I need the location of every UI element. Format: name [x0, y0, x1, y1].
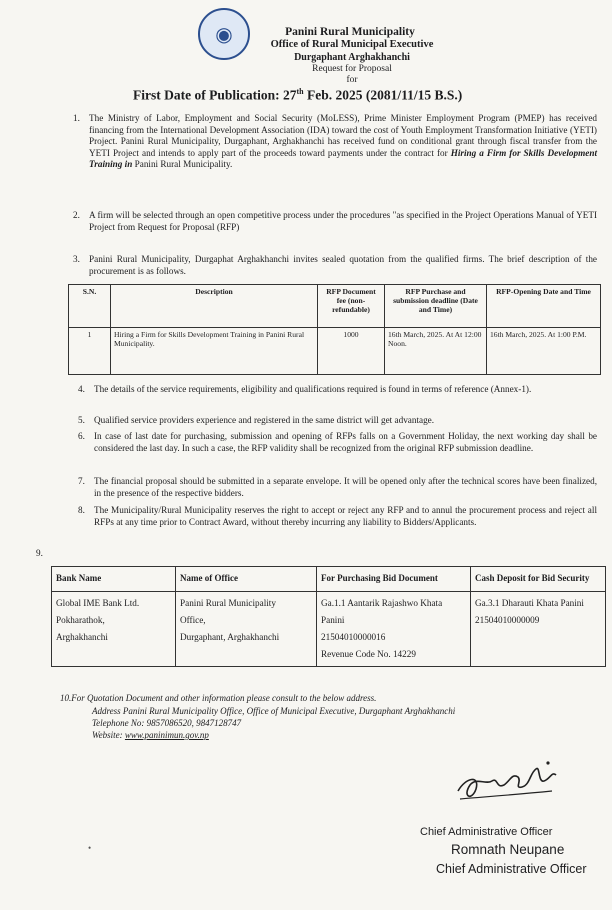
- contact-address: Address Panini Rural Municipality Office, Office of Municipal Executive, Durgaphant Arghakhanchi: [92, 706, 456, 716]
- table-cell-sn: 1: [69, 328, 111, 375]
- table-cell-deadline: 16th March, 2025. At At 12:00 Noon.: [385, 328, 487, 375]
- signatory-title: Chief Administrative Officer: [420, 826, 553, 838]
- purchase-line: Revenue Code No. 14229: [321, 649, 416, 659]
- header-municipality-name: Panini Rural Municipality: [285, 26, 415, 38]
- table-header: RFP Purchase and submission deadline (Date and Time): [385, 285, 487, 328]
- purchase-line: Panini: [321, 615, 345, 625]
- table-header: RFP-Opening Date and Time: [487, 285, 601, 328]
- item-4-text: The details of the service requirements, eligibility and qualifications required is found in terms of reference (Annex-1).: [94, 384, 532, 394]
- header-request-for-proposal: Request for Proposal: [312, 64, 392, 74]
- signatory-designation: Chief Administrative Officer: [436, 862, 587, 876]
- bank-line: Global IME Bank Ltd.: [56, 598, 140, 608]
- table-header: Bank Name: [52, 567, 176, 592]
- bank-line: Arghakhanchi: [56, 632, 108, 642]
- table-cell-office: [176, 592, 317, 667]
- contact-telephone: Telephone No: 9857086520, 9847128747: [92, 718, 242, 728]
- table-header: Name of Office: [176, 567, 317, 592]
- table-cell-bank: [52, 592, 176, 667]
- item-2-text: A firm will be selected through an open competitive process under the procedures "as specified in the Project Operations Manual of YETI Project from Request for Proposal (RFP): [89, 210, 597, 232]
- purchase-line: Ga.1.1 Aantarik Rajashwo Khata: [321, 598, 443, 608]
- header-location: Durgaphant Arghakhanchi: [294, 52, 410, 63]
- procurement-table: [68, 284, 601, 375]
- office-line: Panini Rural Municipality: [180, 598, 276, 608]
- deposit-line: Ga.3.1 Dharauti Khata Panini: [475, 598, 584, 608]
- item-1-text: The Ministry of Labor, Employment and Social Security (MoLESS), Prime Minister Employment Program (PMEP) has received financing from the International Development Association (IDA) toward the cost of Youth Employment Transformation Initiative (YETI) Project. Panini Rural Municipality, Durgaphant, Arghakhanchi has received fund on conditional grant through fiscal transfer from the YETI Project and intends to apply part of the proceeds toward payments under the contract for Hiring a Firm for Skills Development Training in Panini Rural Municipality.: [89, 113, 598, 170]
- signatory-name: Romnath Neupane: [451, 842, 565, 857]
- table-cell-opening: 16th March, 2025. At 1:00 P.M.: [487, 328, 601, 375]
- item-5-text: Qualified service providers experience and registered in the same district will get advantage.: [94, 415, 435, 425]
- purchase-line: 21504010000016: [321, 632, 386, 642]
- table-header: For Purchasing Bid Document: [317, 567, 471, 592]
- table-cell-description: Hiring a Firm for Skills Development Training in Panini Rural Municipality.: [111, 328, 318, 375]
- ink-mark-icon: •: [88, 843, 92, 853]
- office-line: Office,: [180, 615, 206, 625]
- contact-website: Website: www.paninimun.gov.np: [92, 730, 209, 740]
- website-link[interactable]: www.paninimun.gov.np: [124, 730, 209, 740]
- item-number: 4.: [78, 384, 85, 394]
- table-row: [69, 328, 601, 375]
- table-header: Description: [111, 285, 318, 328]
- item-number: 3.: [73, 254, 80, 264]
- municipality-seal-icon: ◉: [198, 8, 250, 60]
- item-number: 6.: [78, 431, 85, 441]
- table-cell-fee: 1000: [318, 328, 385, 375]
- table-cell-deposit: [471, 592, 606, 667]
- header-office-name: Office of Rural Municipal Executive: [270, 39, 434, 50]
- item-9-number: 9.: [36, 548, 43, 558]
- item-10-text: 10.For Quotation Document and other information please consult to the below address.: [60, 693, 377, 703]
- handwritten-signature-icon: [452, 755, 562, 811]
- bank-line: Pokharathok,: [56, 615, 105, 625]
- item-number: 5.: [78, 415, 85, 425]
- item-3-text: Panini Rural Municipality, Durgaphat Arghakhanchi invites sealed quotation from the qualified firms. The brief description of the procurement is as follows.: [89, 254, 597, 276]
- deposit-line: 21504010000009: [475, 615, 540, 625]
- table-row: [52, 592, 606, 667]
- item-7-text: The financial proposal should be submitted in a separate envelope. It will be opened only after the technical scores have been finalized, in the presence of the respective bidders.: [94, 476, 597, 498]
- header-for: for: [346, 75, 358, 85]
- item-6-text: In case of last date for purchasing, submission and opening of RFPs falls on a Government Holiday, the next working day shall be considered the last day. In such a case, the RFP validity shall be recognized from the original RFP submission deadline.: [94, 431, 597, 453]
- item-8-text: The Municipality/Rural Municipality reserves the right to accept or reject any RFP and to annul the procurement process and reject all RFPs at any time prior to Contract Award, without thereby incurring any liability to Bidders/Applicants.: [94, 505, 597, 527]
- item-number: 8.: [78, 505, 85, 515]
- item-number: 1.: [73, 113, 80, 123]
- publication-date: First Date of Publication: 27th Feb. 2025 (2081/11/15 B.S.): [133, 87, 463, 103]
- table-header: S.N.: [69, 285, 111, 328]
- item-number: 2.: [73, 210, 80, 220]
- table-header: Cash Deposit for Bid Security: [471, 567, 606, 592]
- office-line: Durgaphant, Arghakhanchi: [180, 632, 280, 642]
- bank-details-table: [51, 566, 606, 667]
- item-number: 7.: [78, 476, 85, 486]
- table-header: RFP Document fee (non- refundable): [318, 285, 385, 328]
- table-cell-purchase: [317, 592, 471, 667]
